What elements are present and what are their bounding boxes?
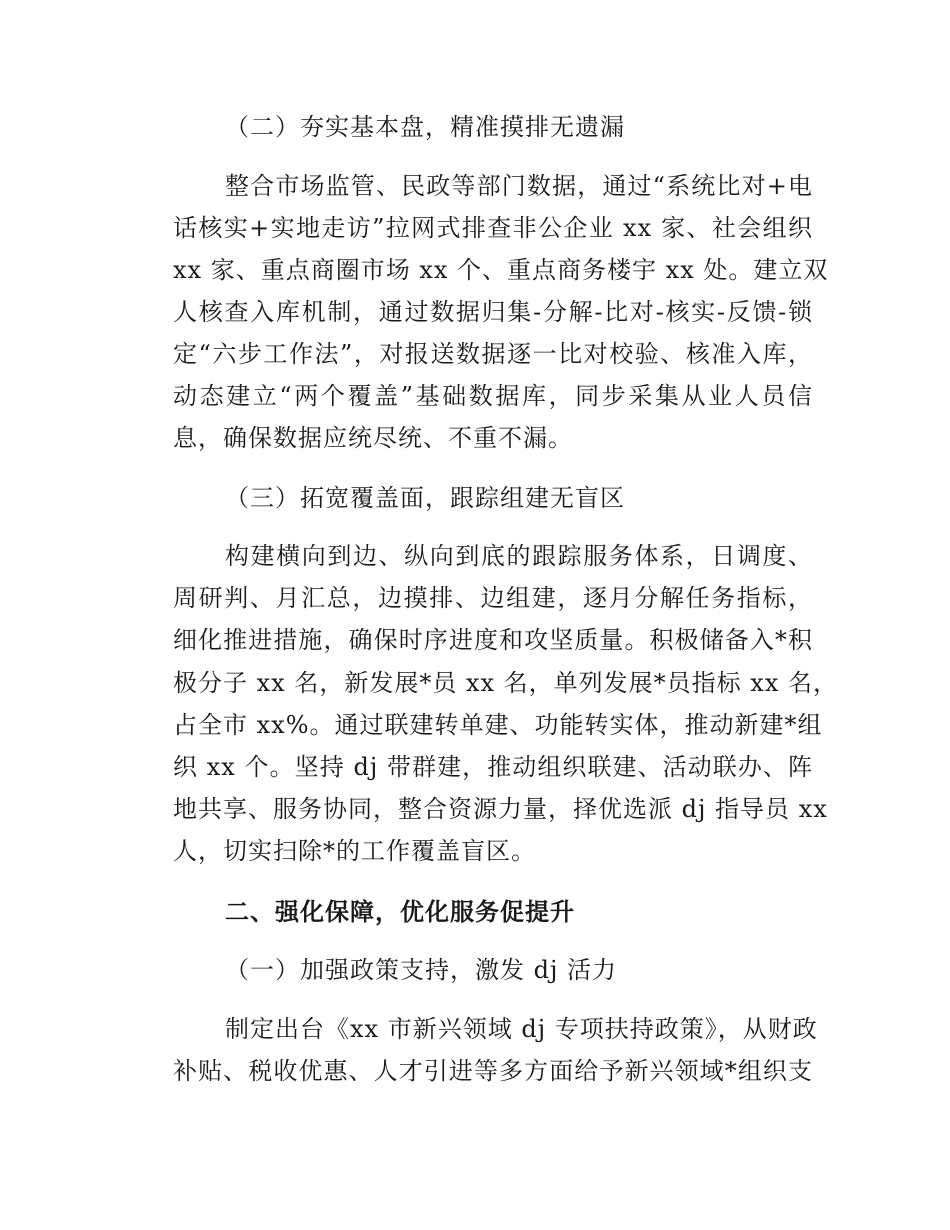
section-heading: （三）拓宽覆盖面，跟踪组建无盲区 — [225, 484, 625, 512]
paragraph-line: 构建横向到边、纵向到底的跟踪服务体系，日调度、 — [225, 542, 813, 570]
paragraph-line: 动态建立“两个覆盖”基础数据库，同步采集从业人员信 — [173, 382, 813, 410]
section-heading: （一）加强政策支持，激发 dj 活力 — [225, 956, 618, 984]
paragraph-line: xx 家、重点商圈市场 xx 个、重点商务楼宇 xx 处。建立双 — [173, 256, 829, 284]
main-heading: 二、强化保障，优化服务促提升 — [225, 898, 575, 926]
paragraph-line: 人核查入库机制，通过数据归集-分解-比对-核实-反馈-锁 — [173, 298, 813, 326]
paragraph-line: 整合市场监管、民政等部门数据，通过“系统比对+电 — [225, 172, 813, 200]
paragraph-line: 话核实+实地走访”拉网式排查非公企业 xx 家、社会组织 — [173, 214, 813, 242]
paragraph-line: 制定出台《xx 市新兴领域 dj 专项扶持政策》，从财政 — [225, 1015, 818, 1043]
paragraph-line: 细化推进措施，确保时序进度和攻坚质量。积极储备入*积 — [173, 626, 813, 654]
paragraph-line: 人，切实扫除*的工作覆盖盲区。 — [173, 837, 536, 865]
paragraph-line: 定“六步工作法”，对报送数据逐一比对校验、核准入库， — [173, 340, 813, 368]
paragraph-line: 占全市 xx%。通过联建转单建、功能转实体，推动新建*组 — [173, 711, 823, 739]
paragraph-line: 极分子 xx 名，新发展*员 xx 名，单列发展*员指标 xx 名， — [173, 669, 838, 697]
paragraph-line: 地共享、服务协同，整合资源力量，择优选派 dj 指导员 xx — [173, 795, 828, 823]
paragraph-line: 织 xx 个。坚持 dj 带群建，推动组织联建、活动联办、阵 — [173, 753, 813, 781]
paragraph-line: 周研判、月汇总，边摸排、边组建，逐月分解任务指标， — [173, 584, 813, 612]
paragraph-line: 补贴、税收优惠、人才引进等多方面给予新兴领域*组织支 — [173, 1057, 813, 1085]
paragraph-line: 息，确保数据应统尽统、不重不漏。 — [173, 424, 573, 452]
section-heading: （二）夯实基本盘，精准摸排无遗漏 — [225, 113, 625, 141]
